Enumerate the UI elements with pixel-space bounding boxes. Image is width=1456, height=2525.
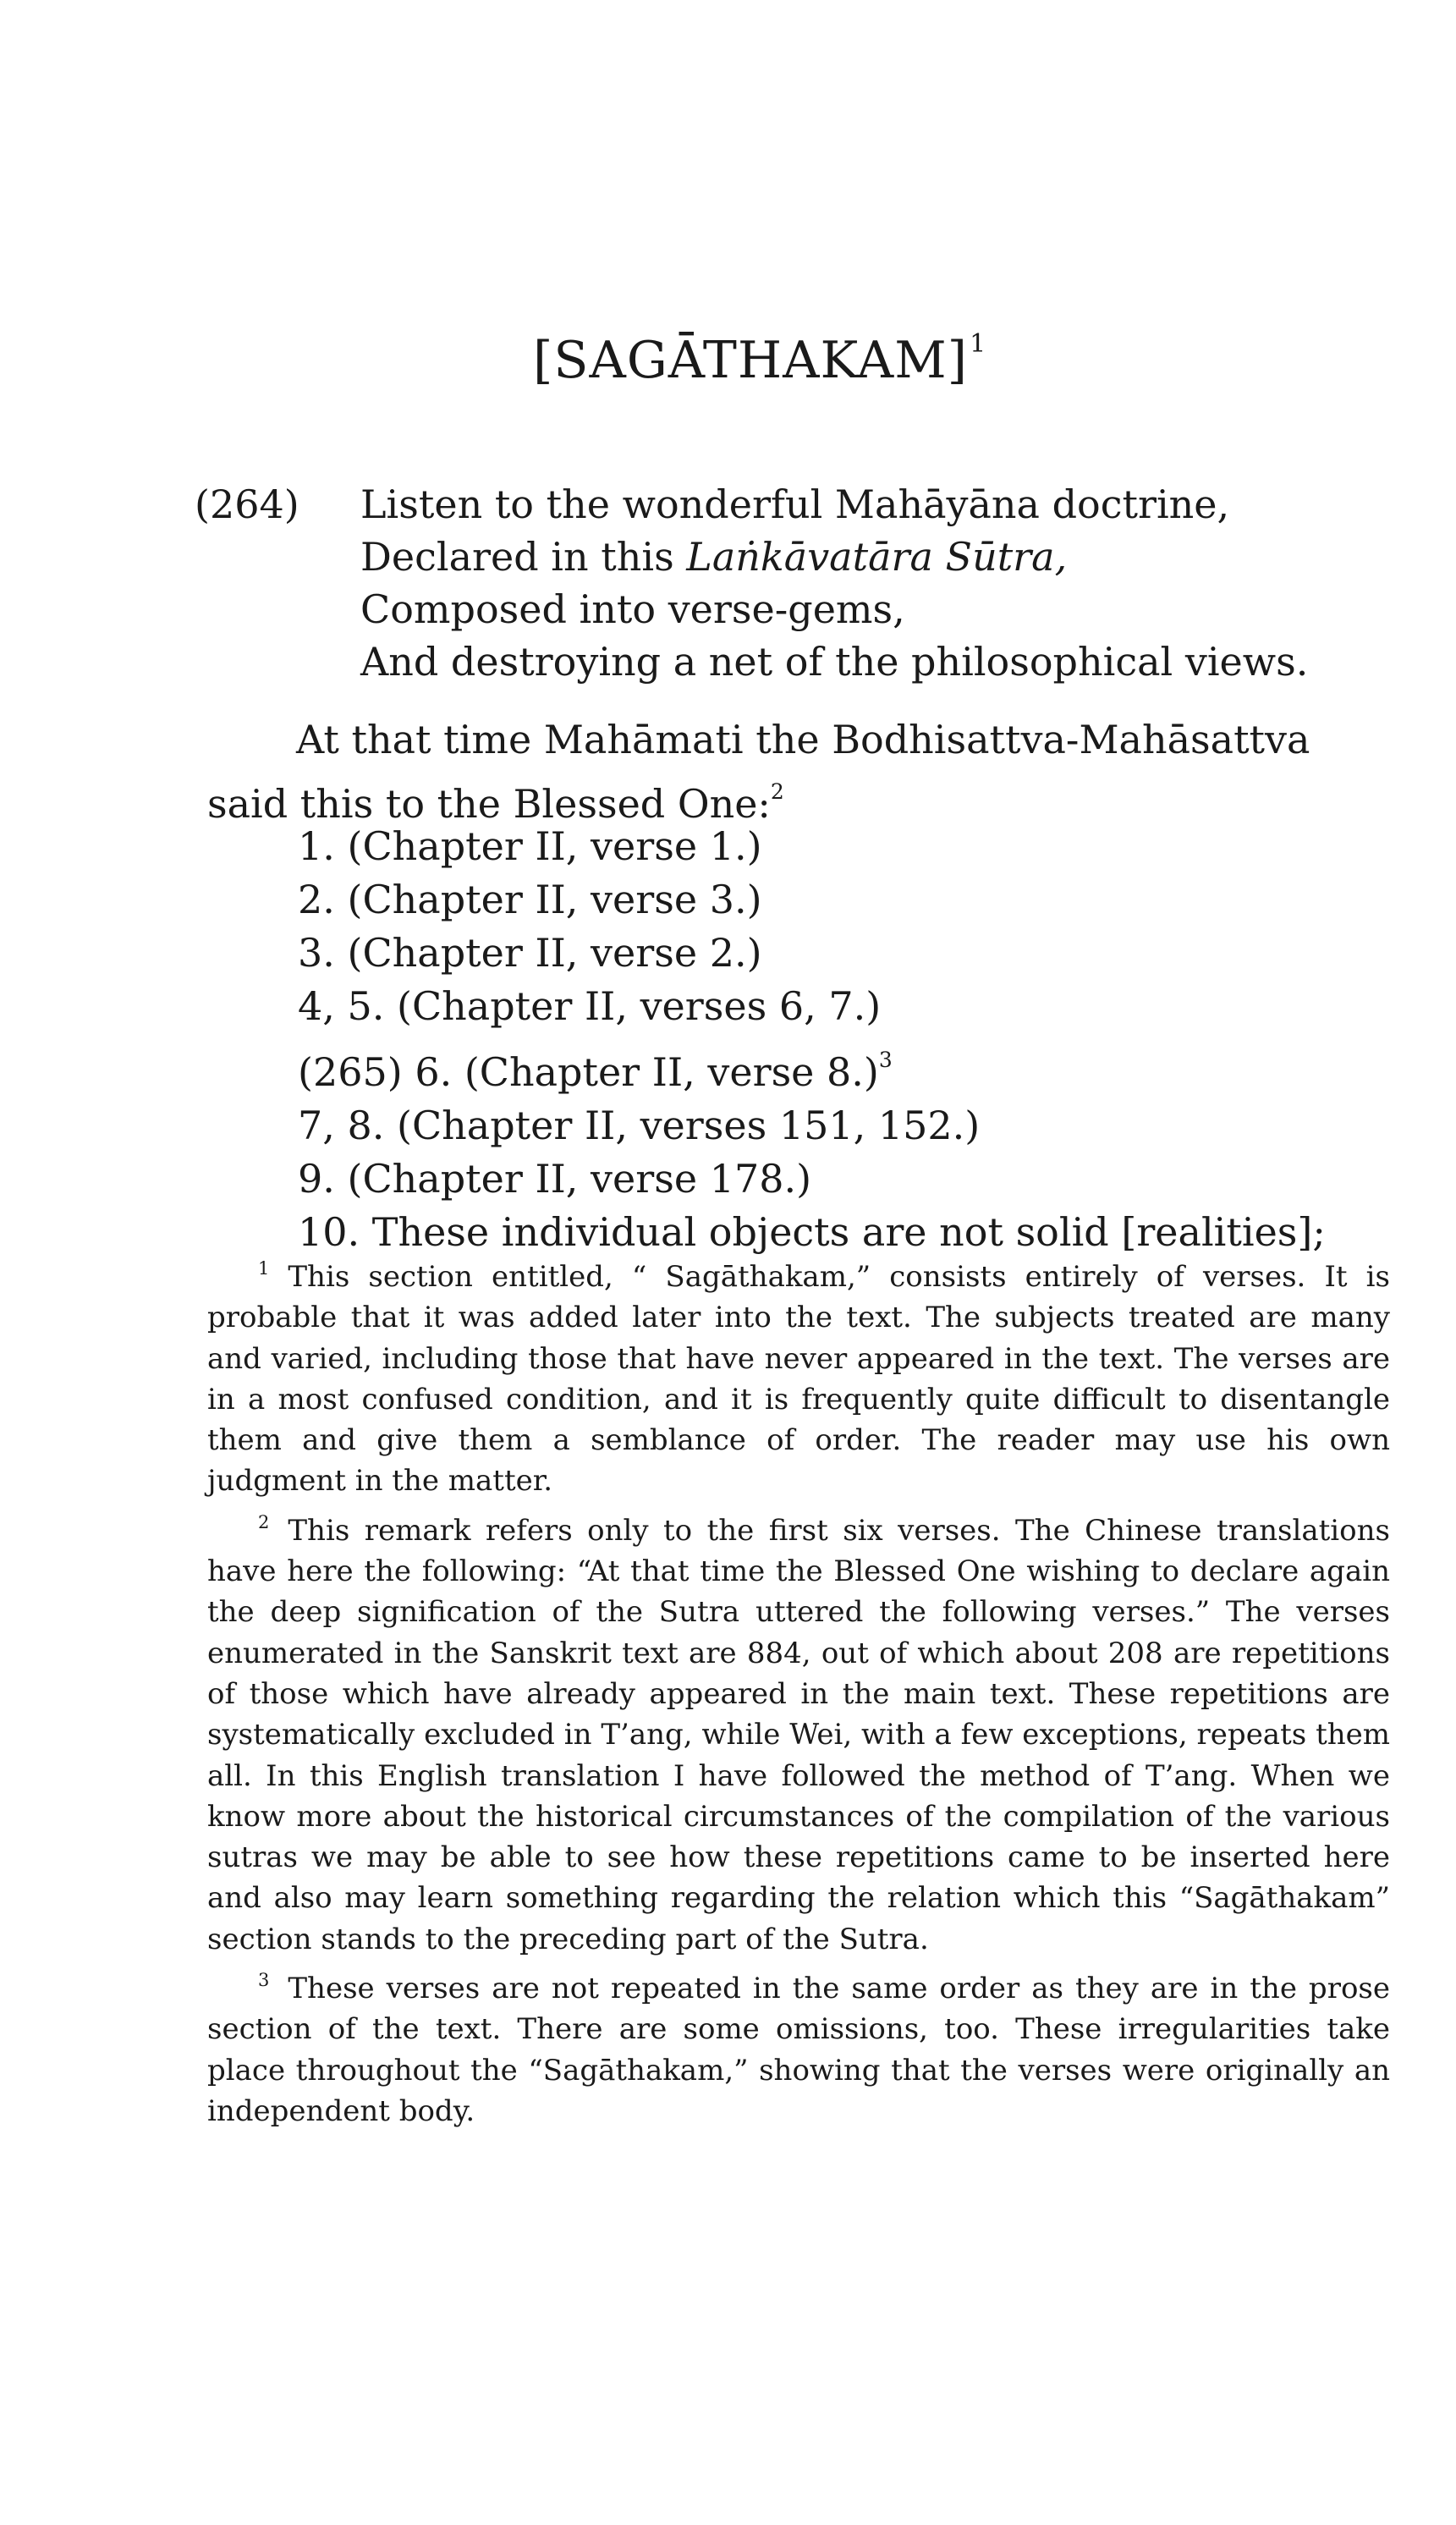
verse-lines — [360, 478, 1376, 688]
title-footnote-ref: 1 — [970, 329, 987, 359]
verse-line-text: Declared in this — [360, 534, 687, 580]
footnote-text: These verses are not repeated in the same order as they are in the prose section of the text. There are some omissions, too. These irregularities take place throughout the “Sagāthakam,” showing that the verses were originally an independent body. — [207, 1972, 1390, 2128]
prose-text: At that time Mahāmati the Bodhisattva-Mahāsattva said this to the Blessed One: — [207, 717, 1310, 827]
footnote — [207, 1960, 1390, 2132]
prose-paragraph — [207, 713, 1392, 830]
footnote-mark: 2 — [258, 1511, 270, 1532]
verse-line: Composed into verse-gems, — [360, 586, 905, 632]
title-text: [SAGĀTHAKAM] — [533, 331, 969, 390]
verse-number: (264) — [195, 481, 299, 527]
footnote-text: This section entitled, “ Sagāthakam,” consists entirely of verses. It is probable that it was added later into the text. The subjects treated are many and varied, including those that have never appeared in the text. The verses are in a most confused condition, and it is frequently quite difficult to disentangle them and give them a semblance of order. The reader may use his own judgment in the matter. — [207, 1260, 1390, 1499]
list-item-text: (265) 6. (Chapter II, verse 8.) — [298, 1049, 879, 1095]
list-item: 1. (Chapter II, verse 1.) — [298, 823, 762, 869]
list-item: 3. (Chapter II, verse 2.) — [298, 930, 762, 976]
footnotes — [207, 1248, 1390, 2132]
footnote — [207, 1502, 1390, 1960]
list-item: 2. (Chapter II, verse 3.) — [298, 877, 762, 922]
list-item: 10. These individual objects are not solid [realities]; — [298, 1209, 1326, 1255]
sutra-title: Laṅkāvatāra Sūtra, — [686, 534, 1068, 580]
footnote-mark: 1 — [258, 1258, 270, 1279]
page-title — [533, 329, 987, 390]
verse-list — [298, 820, 1326, 1259]
list-item: 4, 5. (Chapter II, verses 6, 7.) — [298, 983, 882, 1029]
footnote — [207, 1248, 1390, 1502]
footnote-text: This remark refers only to the first six verses. The Chinese translations have here the following: “At that time the Blessed One wishing to declare again the deep signification of the Sutra uttered the following verses.” The verses enumerated in the Sanskrit text are 884, out of which about 208 are repetitions of those which have already appeared in the main text. These repetitions are systematically excluded in T’ang, while Wei, with a few exceptions, repeats them all. In this English translation I have followed the method of T’ang. When we know more about the historical circumstances of the compilation of the various sutras we may be able to see how these repetitions came to be inserted here and also may learn something regarding the relation which this “Sagāthakam” section stands to the preceding part of the Sutra. — [207, 1513, 1390, 1956]
list-footnote-ref: 3 — [878, 1048, 893, 1072]
verse-line — [360, 531, 1376, 583]
list-item — [298, 1033, 1326, 1099]
prose-footnote-ref: 2 — [770, 779, 784, 804]
verse-line: And destroying a net of the philosophical views. — [360, 639, 1309, 685]
footnote-mark: 3 — [258, 1970, 270, 1991]
verse-line: Listen to the wonderful Mahāyāna doctrine, — [360, 481, 1230, 527]
list-item: 7, 8. (Chapter II, verses 151, 152.) — [298, 1103, 981, 1148]
list-item: 9. (Chapter II, verse 178.) — [298, 1156, 812, 1202]
